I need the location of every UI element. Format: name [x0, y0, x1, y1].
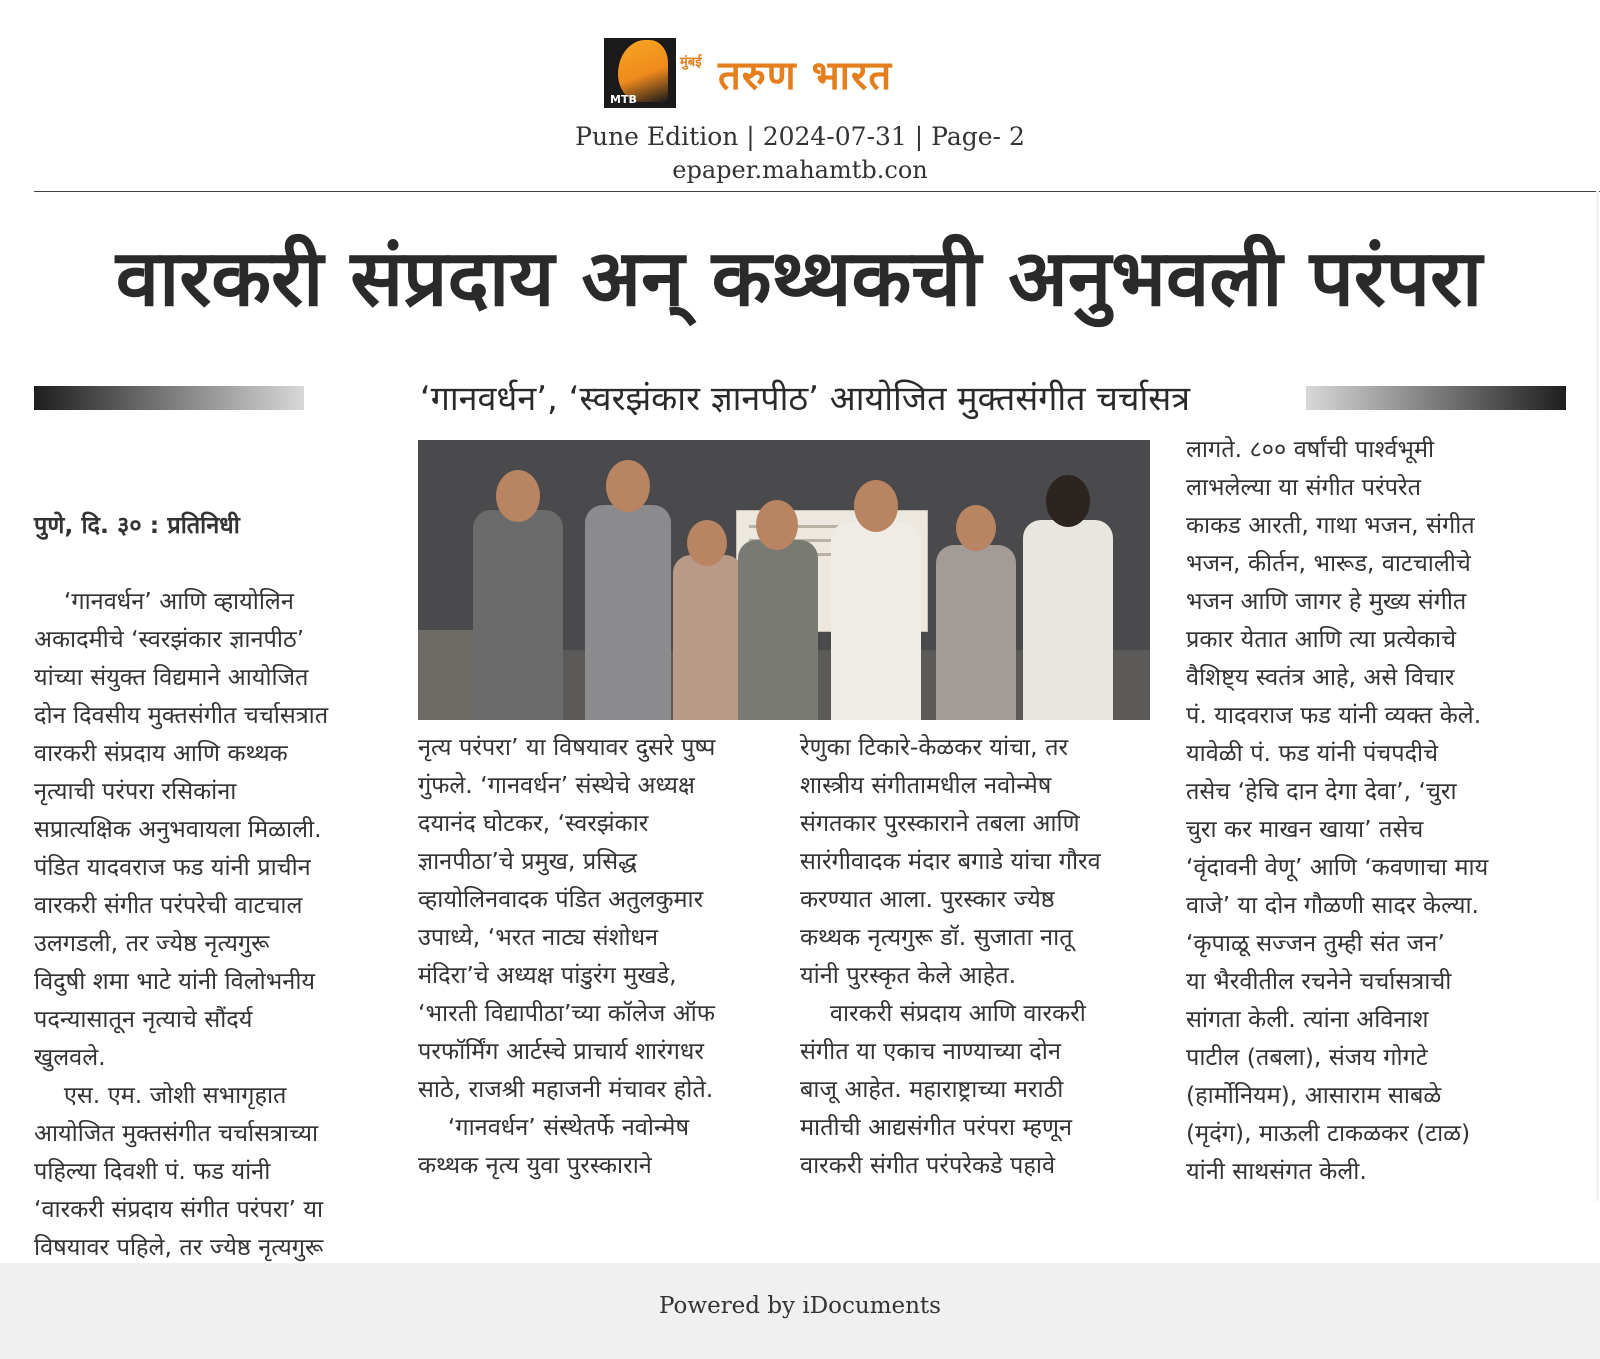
- article-line: आयोजित मुक्तसंगीत चर्चासत्राच्या: [34, 1119, 319, 1147]
- article-line: नृत्याची परंपरा रसिकांना: [34, 777, 237, 805]
- footer-credit[interactable]: Powered by iDocuments: [659, 1293, 941, 1319]
- article-line: करण्यात आला. पुरस्कार ज्येष्ठ: [800, 885, 1055, 913]
- person-7: [1008, 475, 1128, 720]
- article-line: कथ्थक नृत्यगुरू डॉ. सुजाता नातू: [800, 923, 1073, 951]
- article-line: चुरा कर माखन खाया’ तसेच: [1186, 815, 1424, 843]
- article-line: तसेच ‘हेचि दान देगा देवा’, ‘चुरा: [1186, 777, 1457, 805]
- article-subheadline: ‘गानवर्धन’, ‘स्वरझंकार ज्ञानपीठ’ आयोजित मुक्तसंगीत चर्चासत्र: [419, 379, 1191, 419]
- event-photo: [418, 440, 1150, 720]
- article-line: पं. यादवराज फड यांनी व्यक्त केले.: [1186, 701, 1482, 729]
- article-line: वारकरी संगीत परंपरेकडे पहावे: [800, 1151, 1056, 1179]
- article-line: या भैरवीतील रचनेने चर्चासत्राची: [1186, 967, 1452, 995]
- article-line: भजन आणि जागर हे मुख्य संगीत: [1186, 587, 1467, 615]
- person-5: [816, 480, 936, 720]
- article-line: गुंफले. ‘गानवर्धन’ संस्थेचे अध्यक्ष: [418, 771, 695, 799]
- brand-name: तरुण भारत: [718, 53, 893, 99]
- article-line: पहिल्या दिवशी पं. फड यांनी: [34, 1157, 271, 1185]
- article-line: सप्रात्यक्षिक अनुभवायला मिळाली.: [34, 815, 322, 843]
- person-4: [728, 500, 828, 720]
- article-line: दोन दिवसीय मुक्तसंगीत चर्चासत्रात: [34, 701, 329, 729]
- edition-date: 2024-07-31: [762, 122, 907, 151]
- subheadline-gradient-left: [34, 386, 304, 410]
- article-line: ‘वारकरी संप्रदाय संगीत परंपरा’ या: [34, 1195, 324, 1223]
- logo-mark: MTB: [610, 93, 637, 106]
- edition-line: Pune Edition | 2024-07-31 | Page- 2: [575, 122, 1025, 151]
- article-line: (मृदंग), माऊली टाकळकर (टाळ): [1186, 1119, 1471, 1147]
- masthead-divider: [34, 191, 1600, 192]
- article-line: पाटील (तबला), संजय गोगटे: [1186, 1043, 1428, 1071]
- article-headline: वारकरी संप्रदाय अन् कथ्थकची अनुभवली परंपरा: [115, 234, 1483, 324]
- article-line: ‘गानवर्धन’ संस्थेतर्फे नवोन्मेष: [418, 1113, 690, 1141]
- brand-prefix: मुंबई: [680, 55, 702, 70]
- site-url[interactable]: epaper.mahamtb.con: [672, 156, 928, 184]
- article-line: विषयावर पहिले, तर ज्येष्ठ नृत्यगुरू: [34, 1233, 324, 1261]
- article-line: पंडित यादवराज फड यांनी प्राचीन: [34, 853, 311, 881]
- subheadline-bar: [34, 374, 1566, 426]
- article-line: कथ्थक नृत्य युवा पुरस्काराने: [418, 1151, 652, 1179]
- article-line: पदन्यासातून नृत्याचे सौंदर्य: [34, 1005, 253, 1033]
- article-line: लाभलेल्या या संगीत परंपरेत: [1186, 473, 1421, 501]
- article-column-2: [418, 728, 778, 1184]
- article-line: साठे, राजश्री महाजनी मंचावर होते.: [418, 1075, 714, 1103]
- article-line: रेणुका टिकारे-केळकर यांचा, तर: [800, 733, 1069, 761]
- article-line: शास्त्रीय संगीतामधील नवोन्मेष: [800, 771, 1052, 799]
- article-line: ‘गानवर्धन’ आणि व्हायोलिन: [34, 587, 294, 615]
- article-line: वाजे’ या दोन गौळणी सादर केल्या.: [1186, 891, 1480, 919]
- article-line: ज्ञानपीठा’चे प्रमुख, प्रसिद्ध: [418, 847, 637, 875]
- article-line: वारकरी संगीत परंपरेची वाटचाल: [34, 891, 303, 919]
- page-number: Page- 2: [931, 122, 1025, 151]
- article-line: संगीत या एकाच नाण्याच्या दोन: [800, 1037, 1061, 1065]
- article-line: खुलवले.: [34, 1043, 106, 1071]
- article-line: एस. एम. जोशी सभागृहात: [34, 1081, 287, 1109]
- article-line: व्हायोलिनवादक पंडित अतुलकुमार: [418, 885, 704, 913]
- article-line: दयानंद घोटकर, ‘स्वरझंकार: [418, 809, 649, 837]
- article-line: वारकरी संप्रदाय आणि कथ्थक: [34, 739, 288, 767]
- article-line: संगतकार पुरस्काराने तबला आणि: [800, 809, 1080, 837]
- article-line: ‘वृंदावनी वेणू’ आणि ‘कवणाचा माय: [1186, 853, 1489, 881]
- page-edge: [1596, 191, 1599, 1201]
- article-line: भजन, कीर्तन, भारूड, वाटचालीचे: [1186, 549, 1471, 577]
- article-line: वैशिष्ट्य स्वतंत्र आहे, असे विचार: [1186, 663, 1455, 691]
- article-column-1: [34, 430, 379, 1304]
- edition-name: Pune Edition: [575, 122, 739, 151]
- article-line: ‘कृपाळू सज्जन तुम्ही संत जन’: [1186, 929, 1445, 957]
- article-line: वारकरी संप्रदाय आणि वारकरी: [800, 999, 1086, 1027]
- article-line: उपाध्ये, ‘भरत नाट्य संशोधन: [418, 923, 659, 951]
- article-line: अकादमीचे ‘स्वरझंकार ज्ञानपीठ’: [34, 625, 305, 653]
- dateline: पुणे, दि. ३० : प्रतिनिधी: [34, 511, 240, 539]
- article-line: उलगडली, तर ज्येष्ठ नृत्यगुरू: [34, 929, 270, 957]
- masthead: [0, 34, 1600, 114]
- article-line: ‘भारती विद्यापीठा’च्या कॉलेज ऑफ: [418, 999, 715, 1027]
- article-column-3: [800, 728, 1160, 1184]
- article-line: यांच्या संयुक्त विद्यमाने आयोजित: [34, 663, 309, 691]
- article-line: नृत्य परंपरा’ या विषयावर दुसरे पुष्प: [418, 733, 716, 761]
- article-line: विदुषी शमा भाटे यांनी विलोभनीय: [34, 967, 316, 995]
- article-line: मातीची आद्यसंगीत परंपरा म्हणून: [800, 1113, 1073, 1141]
- article-line: सारंगीवादक मंदार बगाडे यांचा गौरव: [800, 847, 1101, 875]
- article-line: मंदिरा’चे अध्यक्ष पांडुरंग मुखडे,: [418, 961, 677, 989]
- article-line: परफॉर्मिंग आर्टस्चे प्राचार्य शारंगधर: [418, 1037, 704, 1065]
- subheadline-gradient-right: [1306, 386, 1566, 410]
- article-line: लागते. ८०० वर्षांची पार्श्वभूमी: [1186, 435, 1435, 463]
- newspaper-logo: [604, 38, 676, 108]
- article-line: यांनी पुरस्कृत केले आहेत.: [800, 961, 1017, 989]
- article-line: प्रकार येतात आणि त्या प्रत्येकाचे: [1186, 625, 1457, 653]
- footer: [0, 1263, 1600, 1359]
- person-1: [458, 470, 578, 720]
- article-line: काकड आरती, गाथा भजन, संगीत: [1186, 511, 1475, 539]
- article-line: बाजू आहेत. महाराष्ट्राच्या मराठी: [800, 1075, 1064, 1103]
- article-line: सांगता केली. त्यांना अविनाश: [1186, 1005, 1429, 1033]
- article-column-4: [1186, 430, 1546, 1190]
- article-line: यांनी साथसंगत केली.: [1186, 1157, 1367, 1185]
- article-line: (हार्मोनियम), आसाराम साबळे: [1186, 1081, 1442, 1109]
- article-line: यावेळी पं. फड यांनी पंचपदीचे: [1186, 739, 1439, 767]
